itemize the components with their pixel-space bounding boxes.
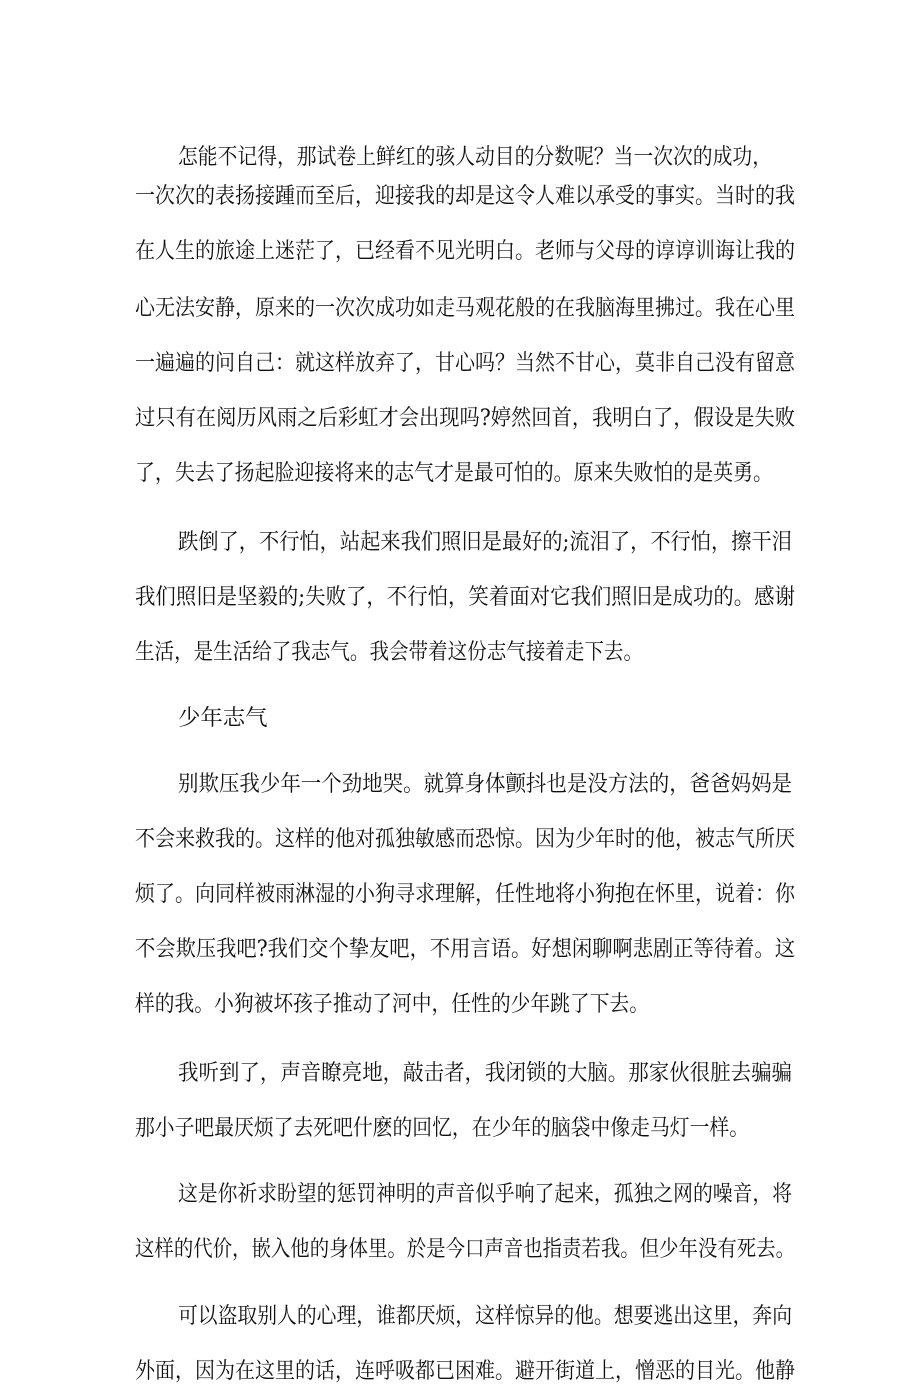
text-line: 那小子吧最厌烦了去死吧什麽的回忆，在少年的脑袋中像走马灯一样。 xyxy=(135,1115,749,1141)
text-line: 心无法安静，原来的一次次成功如走马观花般的在我脑海里拂过。我在心里 xyxy=(135,295,795,321)
text-line: 怎能不记得，那试卷上鲜红的骇人动目的分数呢？当一次次的成功， xyxy=(178,144,772,170)
text-line: 我们照旧是坚毅的;失败了，不行怕，笑着面对它我们照旧是成功的。感谢 xyxy=(135,584,795,610)
text-line: 过只有在阅历风雨之后彩虹才会出现吗?婷然回首，我明白了，假设是失败 xyxy=(135,405,795,431)
text-line: 跌倒了，不行怕，站起来我们照旧是最好的;流泪了，不行怕，擦干泪 xyxy=(178,529,792,555)
text-line: 可以盗取别人的心理，谁都厌烦，这样惊异的他。想要逃出这里，奔向 xyxy=(178,1303,792,1329)
text-line: 烦了。向同样被雨淋湿的小狗寻求理解，任性地将小狗抱在怀里，说着：你 xyxy=(135,881,795,907)
text-line: 这样的代价，嵌入他的身体里。於是今口声音也指责若我。但少年没有死去。 xyxy=(135,1236,795,1262)
text-line: 不会来救我的。这样的他对孤独敏感而恐惊。因为少年时的他，被志气所厌 xyxy=(135,826,795,852)
text-line: 在人生的旅途上迷茫了，已经看不见光明白。老师与父母的谆谆训诲让我的 xyxy=(135,238,795,264)
text-line: 不会欺压我吧?我们交个挚友吧，不用言语。好想闲聊啊悲剧正等待着。这 xyxy=(135,936,795,962)
text-line: 样的我。小狗被坏孩子推动了河中，任性的少年跳了下去。 xyxy=(135,991,649,1017)
text-line: 一遍遍的问自己：就这样放弃了，甘心吗？当然不甘心，莫非自己没有留意 xyxy=(135,350,795,376)
text-line: 了，失去了扬起脸迎接将来的志气才是最可怕的。原来失败怕的是英勇。 xyxy=(135,460,773,486)
text-line: 生活，是生活给了我志气。我会带着这份志气接着走下去。 xyxy=(135,639,643,665)
section-heading: 少年志气 xyxy=(178,705,268,731)
text-line: 一次次的表扬接踵而至后，迎接我的却是这令人难以承受的事实。当时的我 xyxy=(135,183,795,209)
text-line: 这是你祈求盼望的惩罚神明的声音似乎响了起来，孤独之网的噪音，将 xyxy=(178,1181,792,1207)
text-line: 我听到了，声音瞭亮地，敲击者，我闭锁的大脑。那家伙很脏去骗骗 xyxy=(178,1060,792,1086)
text-line: 外面，因为在这里的话，连呼吸都已困难。避开街道上，憎恶的目光。他静 xyxy=(135,1358,795,1384)
text-line: 别欺压我少年一个劲地哭。就算身体颤抖也是没方法的，爸爸妈妈是 xyxy=(178,771,792,797)
